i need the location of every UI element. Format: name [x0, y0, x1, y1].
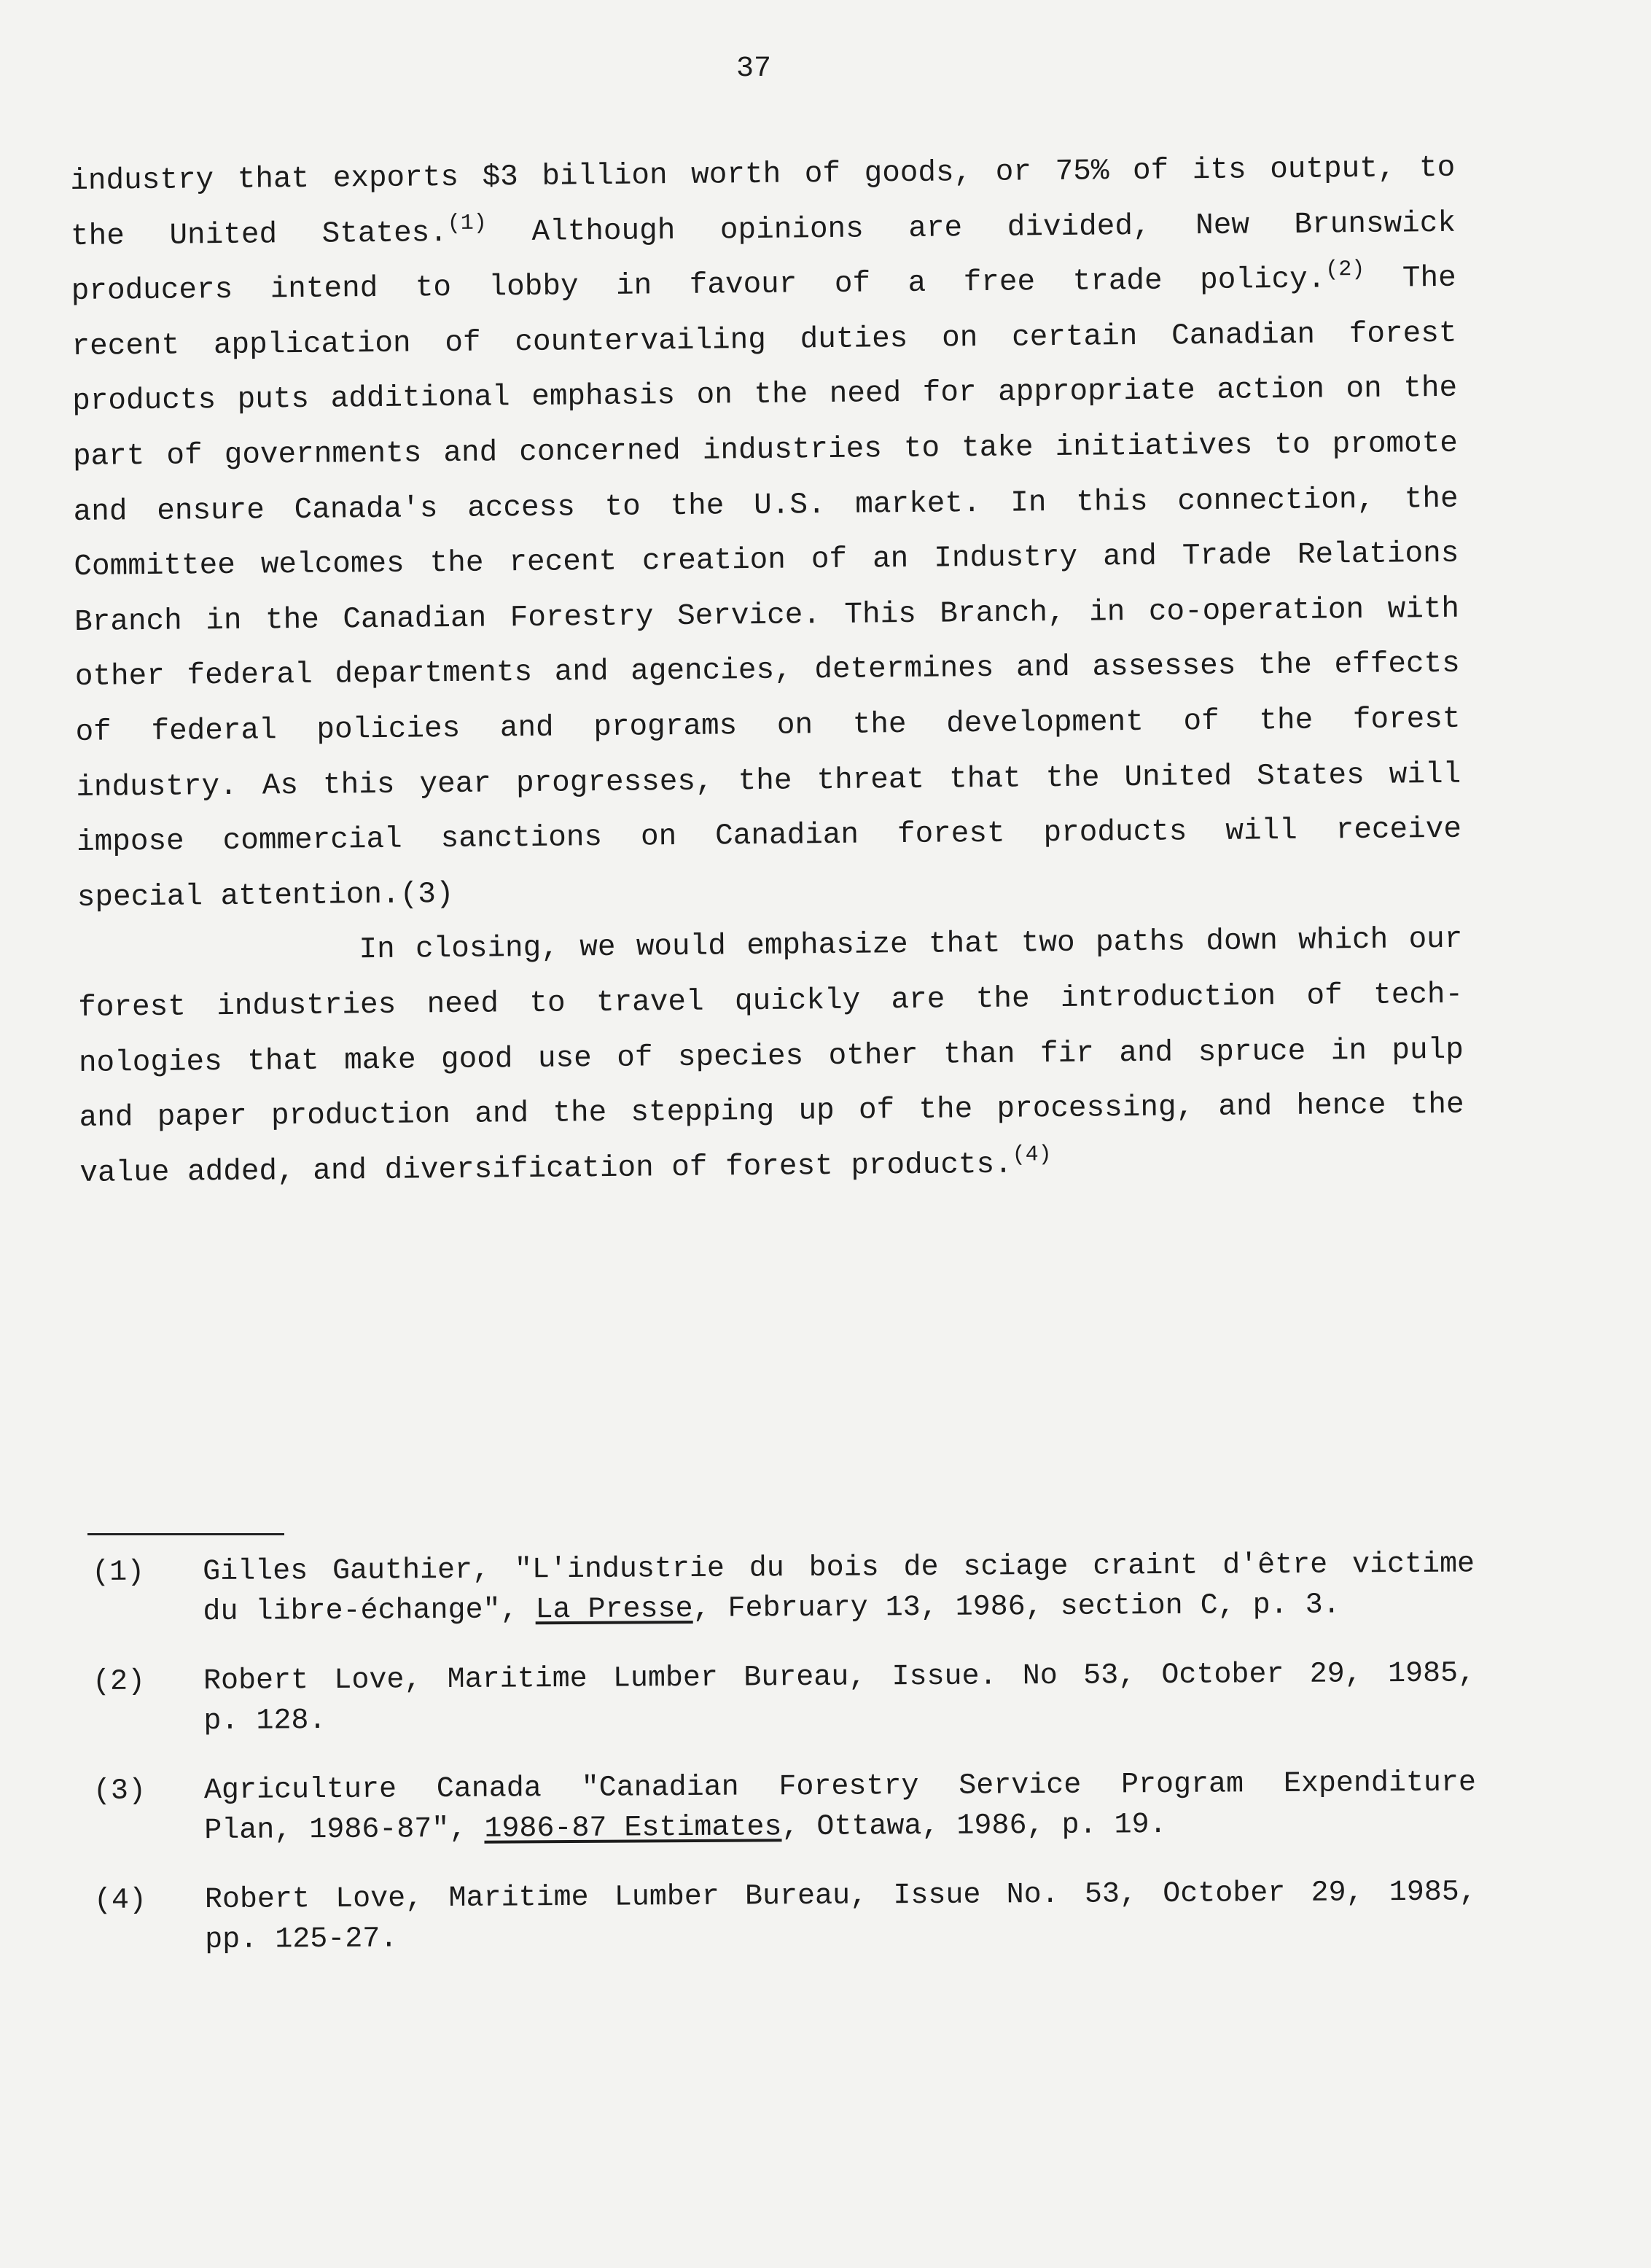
- publication-title: La Presse: [535, 1592, 693, 1627]
- footnote-3: [93, 1763, 1479, 1852]
- footnotes: [92, 1544, 1480, 1990]
- footnote-ref-4: (4): [1012, 1142, 1052, 1168]
- body-line: value added, and diversification of forest products.$^{(4)}$: [79, 1142, 1052, 1190]
- footnote-number: (1): [92, 1556, 145, 1589]
- footnote-ref-3: (3): [399, 877, 454, 912]
- footnote-text: Plan, 1986-87", 1986-87 Estimates, Ottawa, 1986, p. 19.: [204, 1809, 1167, 1848]
- footnote-text: du libre-échange", La Presse, February 13, 1986, section C, p. 3.: [203, 1589, 1340, 1629]
- footnote-text: p. 128.: [203, 1704, 327, 1739]
- body-line: products puts additional emphasis on the need for appropriate action on the: [72, 372, 1458, 419]
- body-line: special attention.(3): [77, 877, 454, 915]
- body-line: the United States.$^{(1)}$ Although opinions are divided, New Brunswick: [70, 206, 1456, 254]
- footnote-text: Agriculture Canada "Canadian Forestry Service Program Expenditure: [203, 1766, 1477, 1808]
- body-line: of federal policies and programs on the development of the forest: [75, 702, 1461, 749]
- footnote-number: (3): [93, 1774, 147, 1808]
- body-line: Committee welcomes the recent creation of an Industry and Trade Relations: [74, 537, 1459, 585]
- footnote-number: (2): [92, 1665, 146, 1699]
- body-line: and ensure Canada's access to the U.S. market. In this connection, the: [73, 482, 1459, 529]
- footnote-4: [94, 1872, 1480, 1961]
- footnote-divider: [87, 1533, 284, 1535]
- page-number: 37: [736, 52, 772, 85]
- footnote-2: [93, 1653, 1478, 1742]
- footnote-text: Robert Love, Maritime Lumber Bureau, Issue. No 53, October 29, 1985,: [203, 1657, 1476, 1699]
- footnote-1: [92, 1544, 1478, 1633]
- footnote-text: pp. 125-27.: [205, 1922, 398, 1957]
- body-line: part of governments and concerned industries to take initiatives to promote: [72, 426, 1459, 474]
- body-text: [70, 141, 1465, 1201]
- body-line: In closing, we would emphasize that two paths down which our: [359, 923, 1463, 967]
- footnote-text: Gilles Gauthier, "L'industrie du bois de sciage craint d'être victime: [203, 1548, 1475, 1589]
- body-line: nologies that make good use of species other than fir and spruce in pulp: [78, 1033, 1464, 1080]
- body-line: and paper production and the stepping up of the processing, and hence the: [79, 1088, 1464, 1136]
- footnote-ref-2: (2): [1325, 257, 1365, 283]
- footnote-text: Robert Love, Maritime Lumber Bureau, Issue No. 53, October 29, 1985,: [204, 1876, 1478, 1917]
- body-line: producers intend to lobby in favour of a free trade policy.$^{(2)}$ The: [71, 257, 1456, 309]
- body-line: forest industries need to travel quickly are the introduction of tech-: [78, 978, 1464, 1025]
- body-line: industry. As this year progresses, the threat that the United States will: [76, 757, 1461, 805]
- body-line: recent application of countervailing duties on certain Canadian forest: [71, 316, 1457, 364]
- body-line: Branch in the Canadian Forestry Service. This Branch, in co-operation with: [74, 592, 1460, 639]
- body-line: industry that exports $3 billion worth of goods, or 75% of its output, to: [70, 151, 1456, 198]
- publication-title: 1986-87 Estimates: [484, 1811, 782, 1846]
- body-line: other federal departments and agencies, determines and assesses the effects: [74, 647, 1461, 695]
- footnote-number: (4): [93, 1884, 147, 1917]
- body-line: impose commercial sanctions on Canadian forest products will receive: [76, 812, 1462, 860]
- footnote-ref-1: (1): [447, 211, 487, 236]
